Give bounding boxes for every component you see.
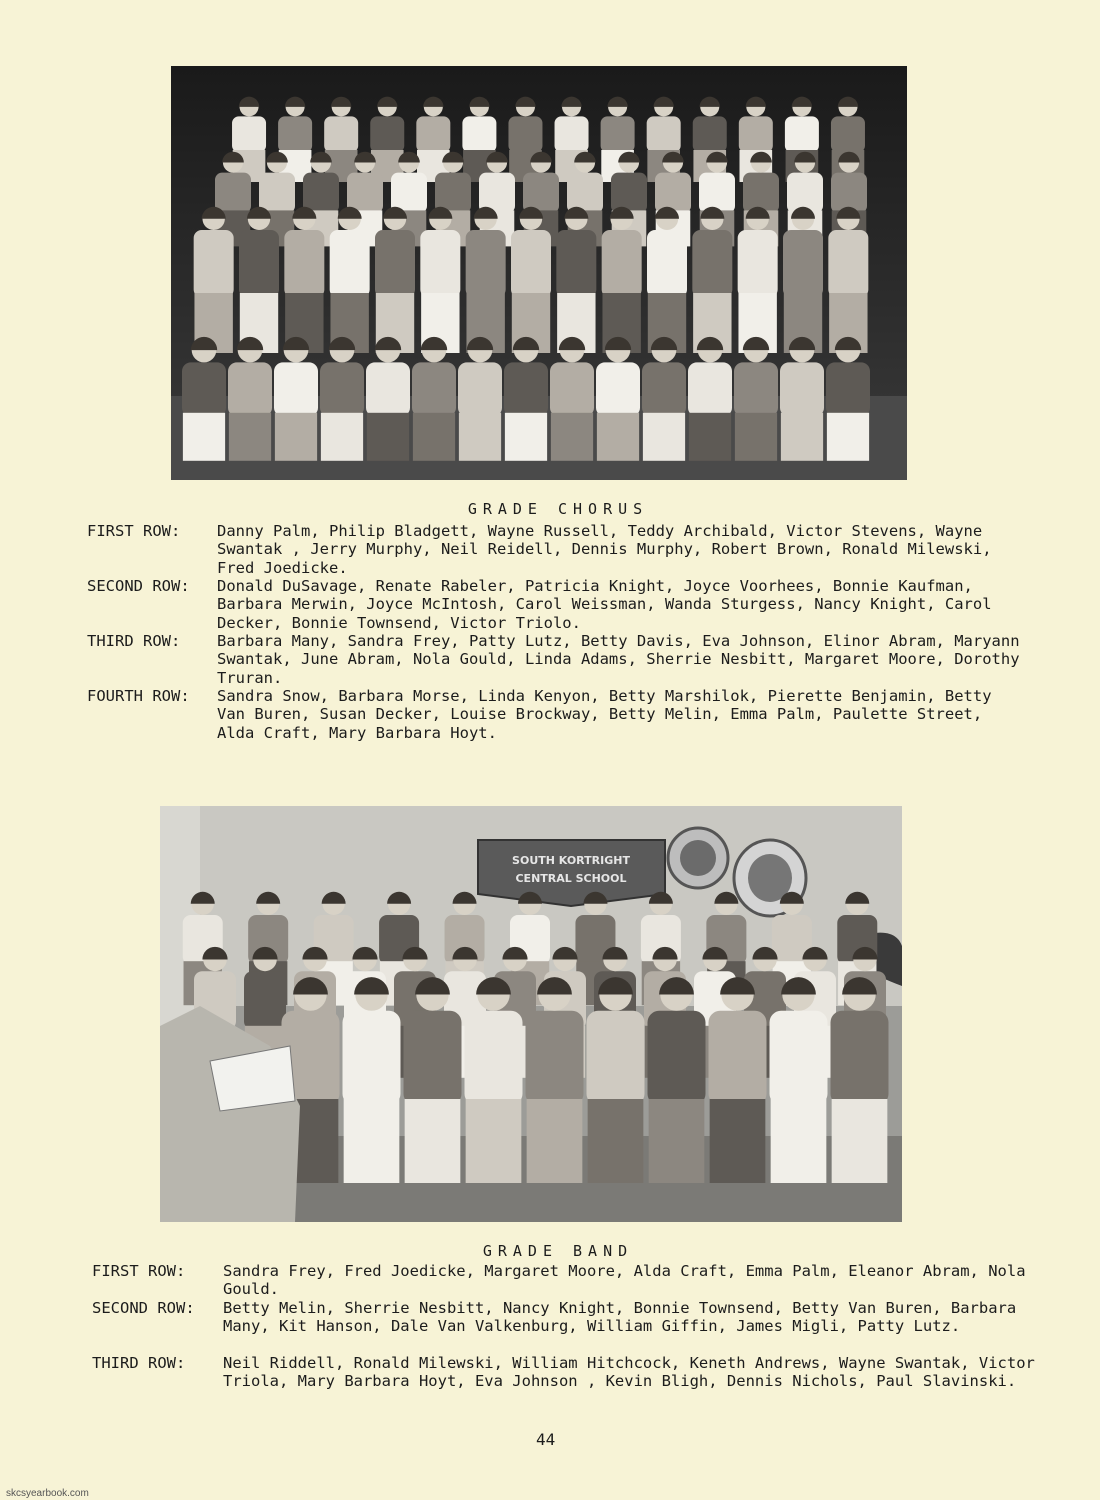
school-banner bbox=[478, 840, 665, 906]
banner-line-1: SOUTH KORTRIGHT bbox=[512, 854, 630, 867]
grade-chorus-photo bbox=[171, 66, 907, 480]
row-label: THIRD ROW: bbox=[92, 1354, 186, 1372]
watermark: skcsyearbook.com bbox=[6, 1488, 89, 1499]
grade-band-title: GRADE BAND bbox=[482, 1242, 634, 1260]
row-label: FOURTH ROW: bbox=[87, 687, 190, 705]
row-names: Barbara Many, Sandra Frey, Patty Lutz, Betty Davis, Eva Johnson, Elinor Abram, Maryann Swantak, June Abram, Nola Gould, Linda Adams, Sherrie Nesbitt, Margaret Moore, Dorothy Truran. bbox=[217, 632, 1020, 687]
page-number: 44 bbox=[536, 1430, 556, 1449]
banner-line-2: CENTRAL SCHOOL bbox=[515, 872, 627, 885]
row-names: Sandra Frey, Fred Joedicke, Margaret Moore, Alda Craft, Emma Palm, Eleanor Abram, Nola Gould. bbox=[223, 1262, 1026, 1299]
row-names: Betty Melin, Sherrie Nesbitt, Nancy Knight, Bonnie Townsend, Betty Van Buren, Barbara Many, Kit Hanson, Dale Van Valkenburg, William Giffin, James Migli, Patty Lutz. bbox=[223, 1299, 1017, 1336]
grade-band-photo bbox=[160, 806, 902, 1222]
grade-chorus-title: GRADE CHORUS bbox=[467, 500, 649, 518]
row-label: THIRD ROW: bbox=[87, 632, 181, 650]
row-label: SECOND ROW: bbox=[87, 577, 190, 595]
row-label: FIRST ROW: bbox=[92, 1262, 186, 1280]
row-names: Neil Riddell, Ronald Milewski, William Hitchcock, Keneth Andrews, Wayne Swantak, Victor Triola, Mary Barbara Hoyt, Eva Johnson , Kevin Bligh, Dennis Nichols, Paul Slavinski. bbox=[223, 1354, 1035, 1391]
row-label: FIRST ROW: bbox=[87, 522, 181, 540]
row-label: SECOND ROW: bbox=[92, 1299, 195, 1317]
row-names: Danny Palm, Philip Bladgett, Wayne Russell, Teddy Archibald, Victor Stevens, Wayne Swantak , Jerry Murphy, Neil Reidell, Dennis Murphy, Robert Brown, Ronald Milewski, Fred Joedicke. bbox=[217, 522, 992, 577]
row-names: Donald DuSavage, Renate Rabeler, Patricia Knight, Joyce Voorhees, Bonnie Kaufman, Barbara Merwin, Joyce McIntosh, Carol Weissman, Wanda Sturgess, Nancy Knight, Carol Decker, Bonnie Townsend, Victor Triolo. bbox=[217, 577, 992, 632]
row-names: Sandra Snow, Barbara Morse, Linda Kenyon, Betty Marshilok, Pierette Benjamin, Betty Van Buren, Susan Decker, Louise Brockway, Betty Melin, Emma Palm, Paulette Street, Alda Craft, Mary Barbara Hoyt. bbox=[217, 687, 992, 742]
